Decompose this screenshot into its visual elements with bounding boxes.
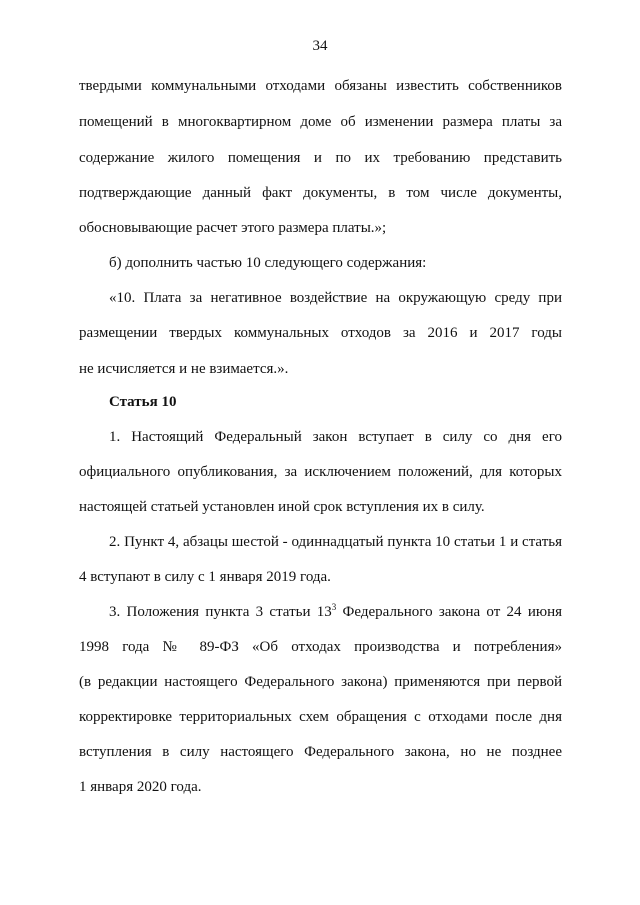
text-line: официального опубликования, за исключением положений, для которых bbox=[79, 464, 562, 480]
text-line: 2. Пункт 4, абзацы шестой - одиннадцатый пункта 10 статьи 1 и статья bbox=[109, 534, 562, 550]
text-segment: 3. Положения пункта 3 статьи 13 bbox=[109, 604, 332, 620]
text-line: размещении твердых коммунальных отходов за 2016 и 2017 годы bbox=[79, 325, 562, 341]
text-line: настоящей статьей установлен иной срок вступления их в силу. bbox=[79, 499, 485, 515]
text-line: 1. Настоящий Федеральный закон вступает в силу со дня его bbox=[109, 429, 562, 445]
text-line: корректировке территориальных схем обращения с отходами после дня bbox=[79, 709, 562, 725]
text-line-with-superscript bbox=[109, 603, 562, 621]
text-line: (в редакции настоящего Федерального закона) применяются при первой bbox=[79, 674, 562, 690]
text-line: обосновывающие расчет этого размера платы.»; bbox=[79, 220, 387, 236]
text-line: помещений в многоквартирном доме об изменении размера платы за bbox=[79, 114, 562, 130]
text-line: 4 вступают в силу с 1 января 2019 года. bbox=[79, 569, 331, 585]
article-heading: Статья 10 bbox=[109, 394, 177, 410]
page-number: 34 bbox=[312, 38, 328, 54]
superscript: 3 bbox=[331, 602, 337, 612]
text-line: твердыми коммунальными отходами обязаны известить собственников bbox=[79, 78, 562, 94]
text-line: б) дополнить частью 10 следующего содержания: bbox=[109, 255, 427, 271]
text-line: 1 января 2020 года. bbox=[79, 779, 202, 795]
text-line: 1998 года № 89-ФЗ «Об отходах производства и потребления» bbox=[79, 639, 562, 655]
text-line: подтверждающие данный факт документы, в том числе документы, bbox=[79, 185, 562, 201]
text-line: вступления в силу настоящего Федерального закона, но не позднее bbox=[79, 744, 562, 760]
text-line: содержание жилого помещения и по их требованию представить bbox=[79, 150, 562, 166]
text-segment: Федерального закона от 24 июня bbox=[336, 604, 562, 620]
text-line: «10. Плата за негативное воздействие на окружающую среду при bbox=[109, 290, 562, 306]
text-line: не исчисляется и не взимается.». bbox=[79, 361, 289, 377]
